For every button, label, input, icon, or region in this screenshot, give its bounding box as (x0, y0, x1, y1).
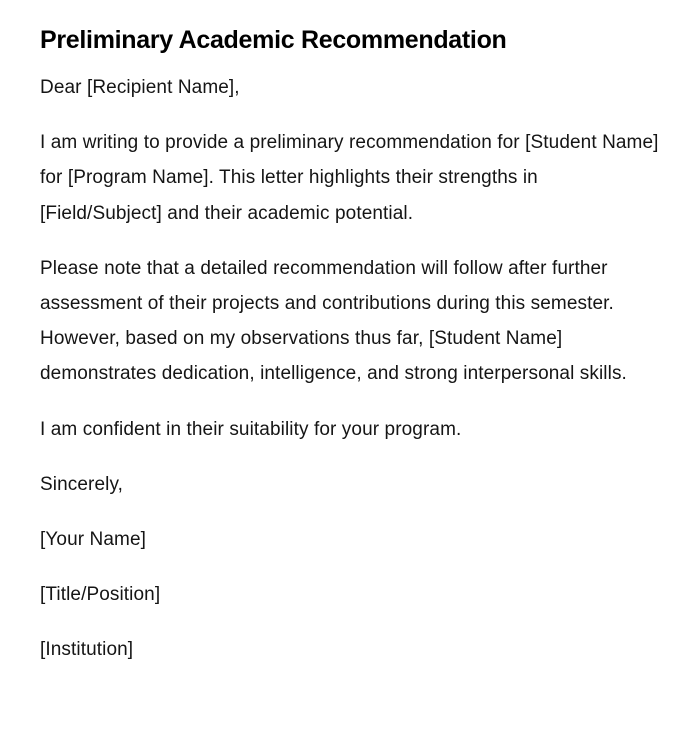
salutation: Dear [Recipient Name], (40, 77, 240, 98)
signature-institution: [Institution] (40, 639, 134, 661)
signature-name: [Your Name] (40, 529, 147, 551)
body-paragraph-confidence: I am confident in their suitability for your program. (40, 418, 462, 440)
body-paragraph-intro: I am writing to provide a preliminary recommendation for [Student Name] for [Program Name]. This letter highlights their strengths in [Field/Subject] and their academic potential. (40, 132, 659, 224)
signature-title: [Title/Position] (40, 584, 161, 606)
closing: Sincerely, (40, 473, 124, 495)
document-title: Preliminary Academic Recommendation (40, 26, 507, 54)
body-paragraph-note: Please note that a detailed recommendation will follow after further assessment of their projects and contributions during this semester. However, based on my observations thus far, [Student Name] demonstrates dedication, intelligence, and strong interpersonal skills. (40, 257, 627, 385)
